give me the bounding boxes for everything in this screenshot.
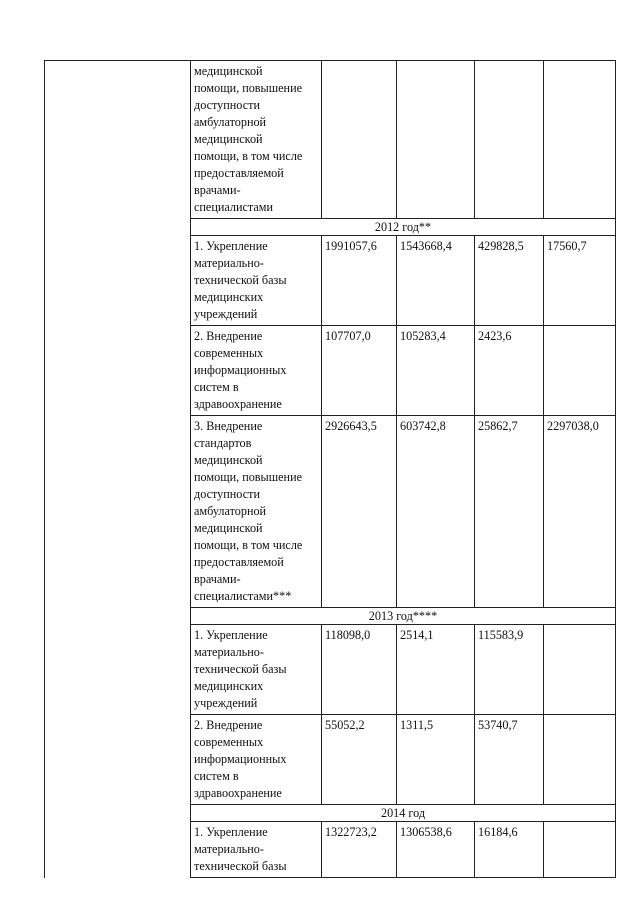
amount-cell-3: 53740,7 (475, 715, 544, 805)
amount-cell-4 (544, 61, 616, 219)
amount-cell-3: 115583,9 (475, 625, 544, 715)
amount-cell-3: 429828,5 (475, 236, 544, 326)
measure-description: 2. Внедрение современных информационных систем в здравоохранение (191, 715, 322, 805)
amount-cell-3: 2423,6 (475, 326, 544, 416)
amount-cell-4 (544, 625, 616, 715)
table-row (45, 61, 616, 219)
amount-cell-2: 1311,5 (397, 715, 475, 805)
amount-cell-1 (322, 61, 397, 219)
funding-table (44, 60, 616, 878)
year-header: 2014 год (191, 805, 616, 822)
amount-cell-1: 107707,0 (322, 326, 397, 416)
amount-cell-1: 2926643,5 (322, 416, 397, 608)
blank-left-column (45, 61, 191, 878)
measure-description: 1. Укрепление материально- технической базы медицинских учреждений (191, 236, 322, 326)
amount-cell-2: 603742,8 (397, 416, 475, 608)
amount-cell-1: 1322723,2 (322, 822, 397, 878)
amount-cell-2: 1543668,4 (397, 236, 475, 326)
table-body (45, 61, 616, 878)
measure-description: медицинской помощи, повышение доступности амбулаторной медицинской помощи, в том числе предоставляемой врачами- специалистами (191, 61, 322, 219)
document-page (44, 60, 615, 878)
amount-cell-2 (397, 61, 475, 219)
measure-description: 2. Внедрение современных информационных систем в здравоохранение (191, 326, 322, 416)
measure-description: 1. Укрепление материально- технической базы медицинских учреждений (191, 625, 322, 715)
measure-description: 3. Внедрение стандартов медицинской помощи, повышение доступности амбулаторной медицинской помощи, в том числе предоставляемой врачами- специалистами*** (191, 416, 322, 608)
amount-cell-1: 55052,2 (322, 715, 397, 805)
amount-cell-4: 2297038,0 (544, 416, 616, 608)
amount-cell-3: 25862,7 (475, 416, 544, 608)
amount-cell-4 (544, 715, 616, 805)
amount-cell-1: 118098,0 (322, 625, 397, 715)
amount-cell-3 (475, 61, 544, 219)
amount-cell-2: 1306538,6 (397, 822, 475, 878)
amount-cell-4 (544, 822, 616, 878)
year-header: 2013 год**** (191, 608, 616, 625)
amount-cell-2: 105283,4 (397, 326, 475, 416)
amount-cell-4: 17560,7 (544, 236, 616, 326)
amount-cell-4 (544, 326, 616, 416)
measure-description: 1. Укрепление материально- технической базы (191, 822, 322, 878)
amount-cell-2: 2514,1 (397, 625, 475, 715)
amount-cell-3: 16184,6 (475, 822, 544, 878)
year-header: 2012 год** (191, 219, 616, 236)
amount-cell-1: 1991057,6 (322, 236, 397, 326)
